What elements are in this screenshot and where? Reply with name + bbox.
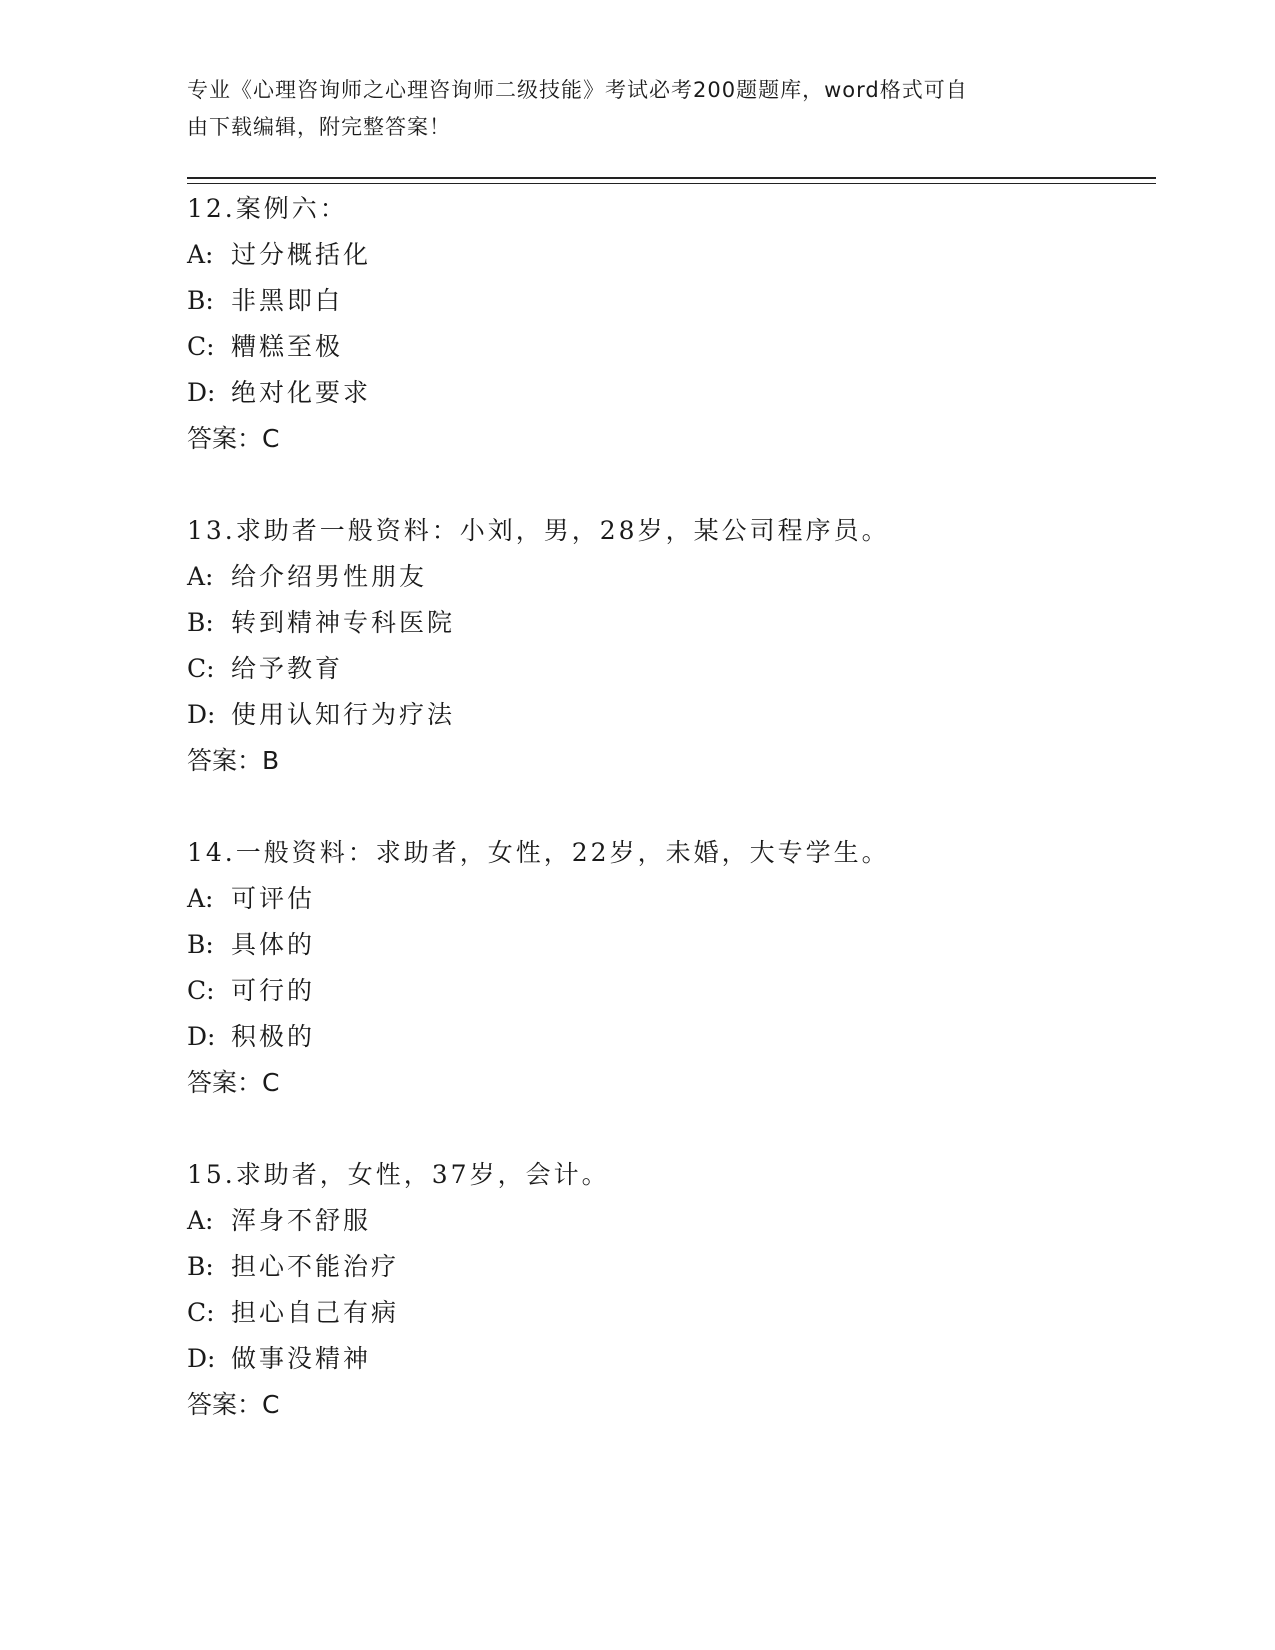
option-letter: C: <box>187 976 215 1005</box>
answer-line: 答案：C <box>187 1390 280 1419</box>
option-text: 具体的 <box>231 930 316 959</box>
question-12 <box>187 186 1156 462</box>
option-d <box>187 1336 1156 1382</box>
option-b <box>187 600 1156 646</box>
question-stem: 13.求助者一般资料：小刘，男，28岁，某公司程序员。 <box>187 516 890 545</box>
option-b <box>187 278 1156 324</box>
option-text: 担心不能治疗 <box>231 1252 400 1281</box>
option-letter: B: <box>187 608 214 637</box>
option-text: 可行的 <box>231 976 316 1005</box>
option-a <box>187 1198 1156 1244</box>
option-d <box>187 370 1156 416</box>
option-letter: C: <box>187 654 215 683</box>
option-c <box>187 968 1156 1014</box>
answer-line: 答案：C <box>187 424 280 453</box>
header-double-rule <box>187 177 1156 184</box>
option-letter: A: <box>187 884 214 913</box>
question-14 <box>187 830 1156 1106</box>
option-a <box>187 232 1156 278</box>
option-text: 非黑即白 <box>231 286 344 315</box>
option-letter: C: <box>187 332 215 361</box>
question-stem: 14.一般资料：求助者，女性，22岁，未婚，大专学生。 <box>187 838 890 867</box>
option-text: 给介绍男性朋友 <box>231 562 428 591</box>
option-a <box>187 554 1156 600</box>
option-c <box>187 1290 1156 1336</box>
option-text: 做事没精神 <box>231 1344 372 1373</box>
option-text: 给予教育 <box>231 654 344 683</box>
option-text: 绝对化要求 <box>231 378 372 407</box>
option-text: 转到精神专科医院 <box>231 608 456 637</box>
question-stem: 15.求助者，女性，37岁，会计。 <box>187 1160 610 1189</box>
option-letter: A: <box>187 240 214 269</box>
header-line-2: 由下载编辑，附完整答案！ <box>187 115 451 139</box>
question-13 <box>187 508 1156 784</box>
option-letter: B: <box>187 1252 214 1281</box>
option-text: 积极的 <box>231 1022 316 1051</box>
option-text: 使用认知行为疗法 <box>231 700 456 729</box>
option-letter: D: <box>187 700 216 729</box>
option-letter: D: <box>187 1022 216 1051</box>
option-text: 担心自己有病 <box>231 1298 400 1327</box>
option-b <box>187 1244 1156 1290</box>
option-letter: C: <box>187 1298 215 1327</box>
option-text: 浑身不舒服 <box>231 1206 372 1235</box>
option-b <box>187 922 1156 968</box>
option-d <box>187 1014 1156 1060</box>
option-letter: B: <box>187 286 214 315</box>
option-text: 糟糕至极 <box>231 332 344 361</box>
question-list <box>187 186 1156 1474</box>
option-letter: D: <box>187 1344 216 1373</box>
question-stem: 12.案例六： <box>187 194 348 223</box>
answer-line: 答案：B <box>187 746 280 775</box>
answer-line: 答案：C <box>187 1068 280 1097</box>
document-header <box>187 72 1067 146</box>
option-text: 过分概括化 <box>231 240 372 269</box>
option-letter: D: <box>187 378 216 407</box>
question-15 <box>187 1152 1156 1428</box>
option-letter: B: <box>187 930 214 959</box>
option-letter: A: <box>187 562 214 591</box>
option-c <box>187 324 1156 370</box>
header-line-1: 专业《心理咨询师之心理咨询师二级技能》考试必考200题题库，word格式可自 <box>187 78 968 102</box>
option-letter: A: <box>187 1206 214 1235</box>
option-d <box>187 692 1156 738</box>
option-text: 可评估 <box>231 884 316 913</box>
option-c <box>187 646 1156 692</box>
option-a <box>187 876 1156 922</box>
